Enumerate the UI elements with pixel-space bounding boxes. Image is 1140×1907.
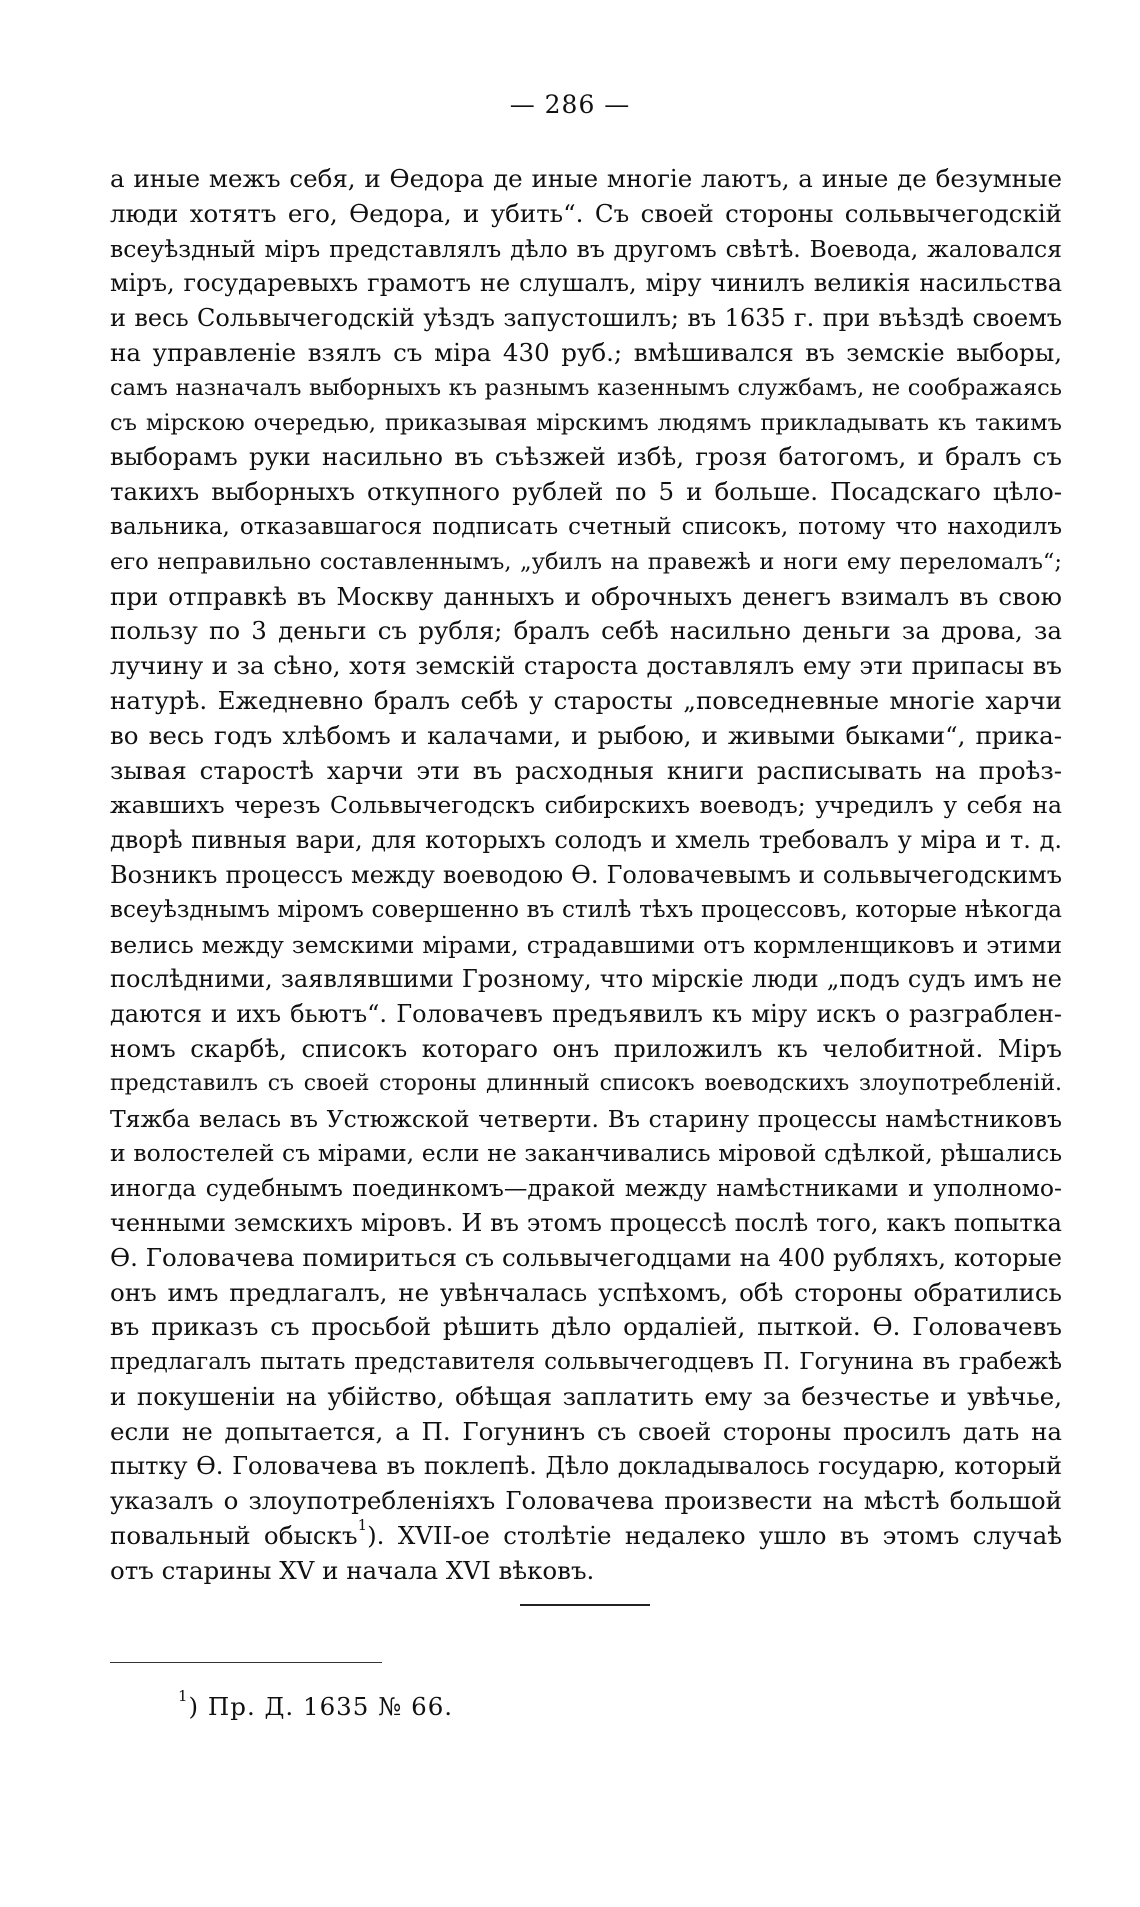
text-line: номъ скарбѣ, списокъ котораго онъ приложилъ къ челобитной. Міръ: [110, 1033, 1062, 1063]
text-line: такихъ выборныхъ откупного рублей по 5 и больше. Посадскаго цѣло-: [110, 477, 1062, 507]
footnote: [178, 1687, 454, 1724]
text-line: даются и ихъ бьютъ“. Головачевъ предъявилъ къ міру искъ о разграблен-: [110, 1000, 1062, 1029]
footnote-reference[interactable]: 1: [357, 1519, 368, 1535]
text-line: велись между земскими мірами, страдавшими отъ кормленщиковъ и этими: [110, 930, 1062, 959]
text-line: натурѣ. Ежедневно бралъ себѣ у старосты „повседневные многіе харчи: [110, 685, 1062, 715]
text-line: его неправильно составленнымъ, „убилъ на правежѣ и ноги ему переломалъ“;: [110, 548, 1062, 575]
text-line: послѣдними, заявлявшими Грозному, что мірскіе люди „подъ судъ имъ не: [110, 965, 1062, 994]
text-line: если не допытается, а П. Гогунинъ съ своей стороны просилъ дать на: [110, 1416, 1062, 1446]
text-line: люди хотятъ его, Ѳедора, и убить“. Съ своей стороны сольвычегодскій: [110, 198, 1062, 228]
text-line: выборамъ руки насильно въ съѣзжей избѣ, грозя батогомъ, и бралъ съ: [110, 442, 1062, 472]
text-line: міръ, государевыхъ грамотъ не слушалъ, міру чинилъ великія насильства: [110, 269, 1062, 298]
text-line: и покушеніи на убійство, обѣщая заплатить ему за безчестье и увѣчье,: [110, 1381, 1062, 1411]
text-line: вальника, отказавшагося подписать счетный списокъ, потому что находилъ: [110, 513, 1062, 540]
text-line: всеуѣзднымъ міромъ совершенно въ стилѣ тѣхъ процессовъ, которые нѣкогда: [110, 896, 1062, 923]
line-text-after-ref: ). XVII-ое столѣтіе недалеко ушло въ этомъ случаѣ: [367, 1521, 1062, 1551]
text-line: а иные межъ себя, и Ѳедора де иные многіе лаютъ, а иные де безумные: [110, 164, 1062, 193]
text-line: зывая старостѣ харчи эти въ расходныя книги расписывать на проѣз-: [110, 755, 1062, 785]
text-line: всеуѣздный міръ представлялъ дѣло въ другомъ свѣтѣ. Воевода, жаловался: [110, 234, 1062, 263]
body-text: [110, 162, 1062, 1589]
section-end-rule: [520, 1604, 650, 1606]
text-line: дворѣ пивныя вари, для которыхъ солодъ и хмель требовалъ у міра и т. д.: [110, 826, 1062, 855]
text-line: предлагалъ пытать представителя сольвычегодцевъ П. Гогунина въ грабежѣ: [110, 1349, 1062, 1376]
text-line-with-footnote-ref: [110, 1519, 1062, 1554]
line-text-before-ref: повальный обыскъ: [110, 1521, 358, 1551]
text-line: Тяжба велась въ Устюжской четверти. Въ старину процессы намѣстниковъ: [110, 1104, 1062, 1133]
text-line: пользу по 3 деньги съ рубля; бралъ себѣ насильно деньги за дрова, за: [110, 616, 1062, 646]
text-line: Ѳ. Головачева помириться съ сольвычегодцами на 400 рубляхъ, которые: [110, 1242, 1062, 1272]
footnote-text: ) Пр. Д. 1635 № 66.: [188, 1692, 454, 1721]
text-line: во весь годъ хлѣбомъ и калачами, и рыбою, и живыми быками“, прика-: [110, 720, 1062, 750]
text-line-last: отъ старины XV и начала XVI вѣковъ.: [110, 1555, 595, 1585]
page-number: — 286 —: [509, 90, 631, 119]
text-line: жавшихъ черезъ Сольвычегодскъ сибирскихъ воеводъ; учредилъ у себя на: [110, 791, 1062, 820]
text-line: самъ назначалъ выборныхъ къ разнымъ казеннымъ службамъ, не соображаясь: [110, 374, 1062, 401]
text-line: иногда судебнымъ поединкомъ—дракой между намѣстниками и уполномо-: [110, 1174, 1062, 1203]
text-line: Возникъ процессъ между воеводою Ѳ. Головачевымъ и сольвычегодскимъ: [110, 860, 1062, 889]
text-line: при отправкѣ въ Москву данныхъ и оброчныхъ денегъ взималъ въ свою: [110, 581, 1062, 611]
text-line: на управленіе взялъ съ міра 430 руб.; вмѣшивался въ земскіе выборы,: [110, 337, 1062, 367]
text-line: въ приказъ съ просьбой рѣшить дѣло ордаліей, пыткой. Ѳ. Головачевъ: [110, 1312, 1062, 1342]
text-line: пытку Ѳ. Головачева въ поклепѣ. Дѣло докладывалось государю, который: [110, 1452, 1062, 1481]
text-line: и волостелей съ мірами, если не заканчивались міровой сдѣлкой, рѣшались: [110, 1139, 1062, 1168]
footnote-separator: [110, 1662, 382, 1663]
text-line: указалъ о злоупотребленіяхъ Головачева произвести на мѣстѣ большой: [110, 1486, 1062, 1516]
footnote-marker: 1: [178, 1687, 189, 1705]
text-line: и весь Сольвычегодскій уѣздъ запустошилъ; въ 1635 г. при въѣздѣ своемъ: [110, 304, 1062, 333]
text-line: представилъ съ своей стороны длинный списокъ воеводскихъ злоупотребленій.: [110, 1070, 1062, 1096]
text-line: съ мірскою очередью, приказывая мірскимъ людямъ прикладывать къ такимъ: [110, 409, 1062, 436]
text-line: ченными земскихъ міровъ. И въ этомъ процессѣ послѣ того, какъ попытка: [110, 1208, 1062, 1237]
text-line: онъ имъ предлагалъ, не увѣнчалась успѣхомъ, обѣ стороны обратились: [110, 1277, 1062, 1307]
text-line: лучину и за сѣно, хотя земскій староста доставлялъ ему эти припасы въ: [110, 651, 1062, 681]
